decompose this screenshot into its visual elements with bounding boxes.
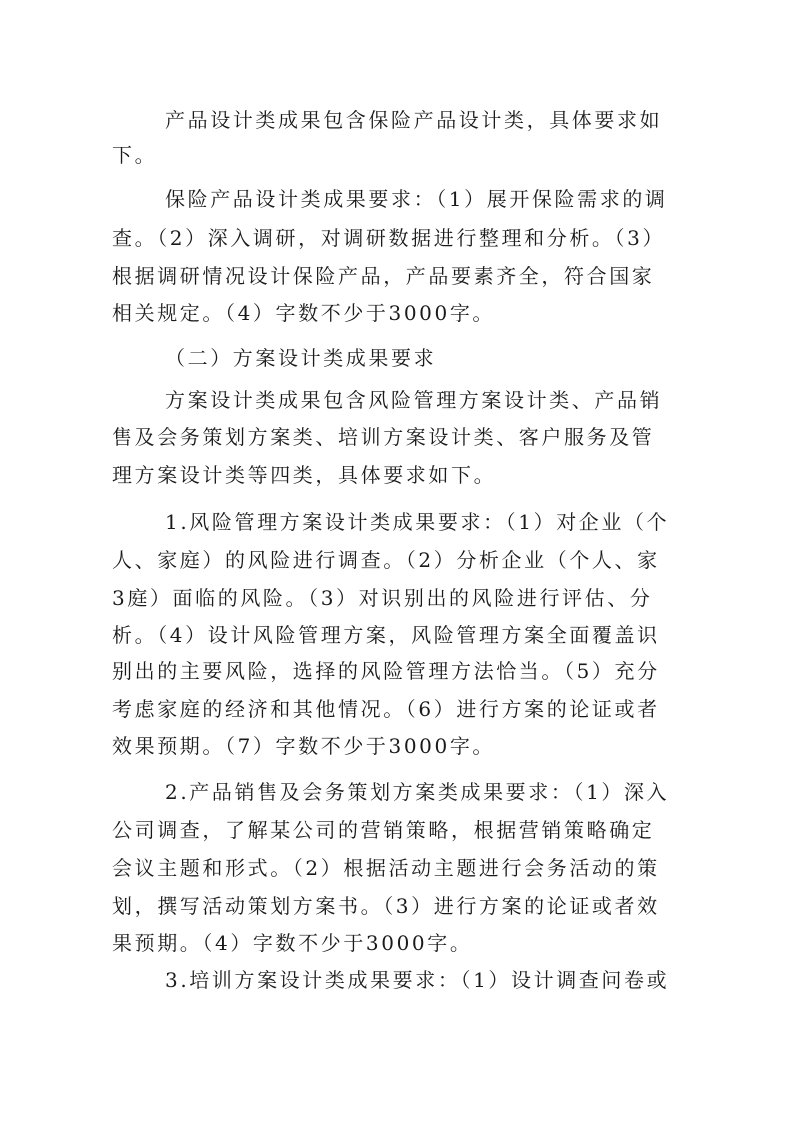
text-line: 公司调查，了解某公司的营销策略，根据营销策略确定 xyxy=(112,818,655,842)
text-line: 1.风险管理方案设计类成果要求：（1）对企业（个 xyxy=(165,510,670,534)
text-line: 效果预期。（7）字数不少于3000字。 xyxy=(112,734,496,758)
text-line: 查。（2）深入调研，对调研数据进行整理和分析。（3） xyxy=(112,226,666,250)
text-line: 果预期。（4）字数不少于3000字。 xyxy=(112,931,473,955)
text-line: 划，撰写活动策划方案书。（3）进行方案的论证或者效 xyxy=(112,894,660,918)
text-line: 析。（4）设计风险管理方案，风险管理方案全面覆盖识 xyxy=(112,623,660,647)
section-heading: （二）方案设计类成果要求 xyxy=(165,346,437,370)
text-line: 人、家庭）的风险进行调查。（2）分析企业（个人、家 xyxy=(112,548,660,572)
text-line: 根据调研情况设计保险产品，产品要素齐全，符合国家 xyxy=(112,264,655,288)
text-line: 下。 xyxy=(112,143,158,167)
text-line: 会议主题和形式。（2）根据活动主题进行会务活动的策 xyxy=(112,856,660,880)
text-line: 别出的主要风险，选择的风险管理方法恰当。（5）充分 xyxy=(112,659,660,683)
text-line: 产品设计类成果包含保险产品设计类，具体要求如 xyxy=(165,108,663,132)
text-line: 相关规定。（4）字数不少于3000字。 xyxy=(112,301,496,325)
text-line: 3庭）面临的风险。（3）对识别出的风险进行评估、分 xyxy=(112,586,653,610)
text-line: 3.培训方案设计类成果要求：（1）设计调查问卷或 xyxy=(165,968,670,992)
text-line: 考虑家庭的经济和其他情况。（6）进行方案的论证或者 xyxy=(112,697,660,721)
text-line: 理方案设计类等四类，具体要求如下。 xyxy=(112,463,497,487)
text-line: 售及会务策划方案类、培训方案设计类、客户服务及管 xyxy=(112,425,655,449)
text-line: 方案设计类成果包含风险管理方案设计类、产品销 xyxy=(165,388,663,412)
text-line: 保险产品设计类成果要求：（1）展开保险需求的调 xyxy=(165,187,668,211)
text-line: 2.产品销售及会务策划方案类成果要求：（1）深入 xyxy=(165,780,670,804)
